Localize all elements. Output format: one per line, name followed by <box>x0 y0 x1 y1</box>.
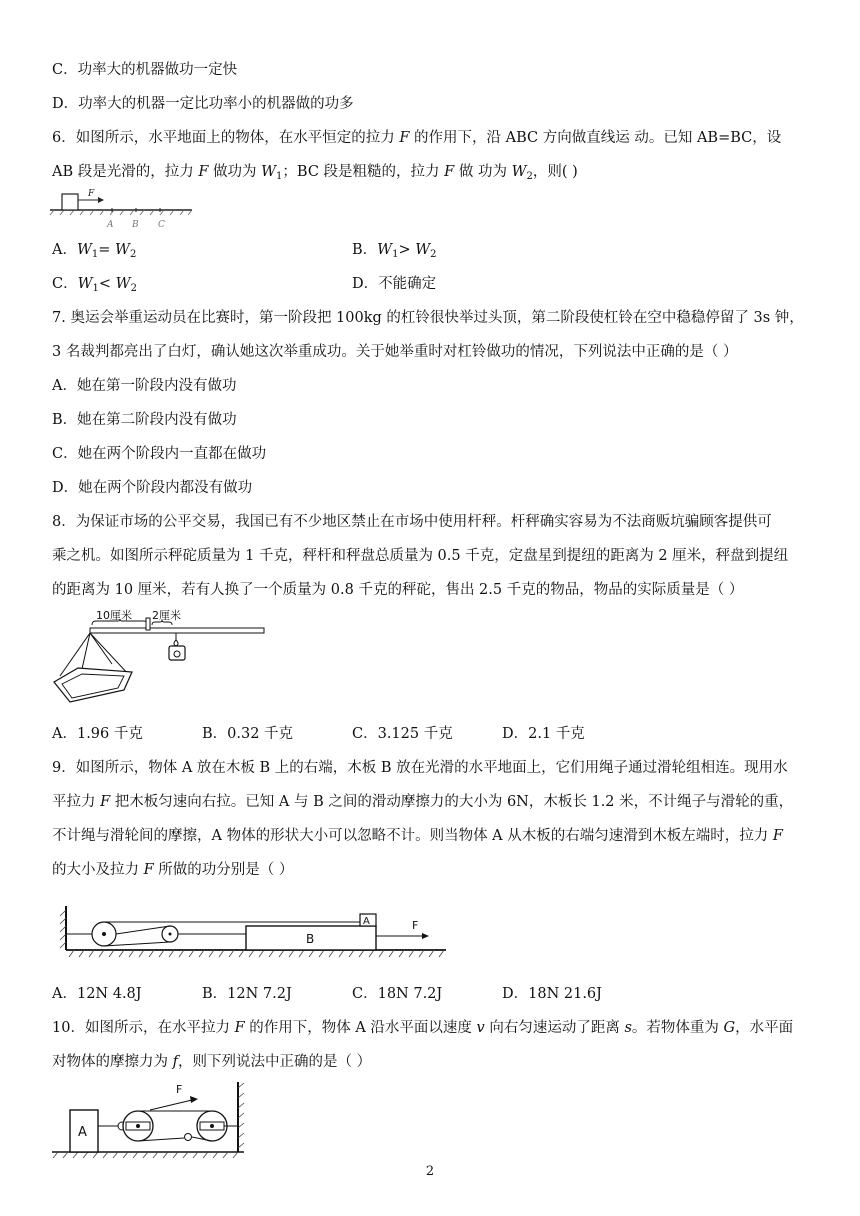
q6-fig-A: A <box>107 220 114 230</box>
q8-rod <box>90 628 264 633</box>
q6-stem-line2: AB 段是光滑的，拉力 F 做功为 $W_1$；BC 段是粗糙的，拉力 F 做 功为 $W_2$，则( ) <box>52 164 578 182</box>
q8-stem-line3: 的距离为 10 厘米，若有人换了一个质量为 0.8 千克的秤砣，售出 2.5 千克的物品，物品的实际质量是（ ） <box>52 582 744 598</box>
q8-fig-label-10: 10厘米 <box>96 609 132 622</box>
q8-option-d: D．2.1 千克 <box>502 726 585 742</box>
q8-option-c: C．3.125 千克 <box>352 726 453 742</box>
q7-option-d: D．她在两个阶段内都没有做功 <box>52 480 253 496</box>
q9-fig-A: A <box>363 916 370 927</box>
q9-option-d: D．18N 21.6J <box>502 986 602 1002</box>
q7-option-b: B．她在第二阶段内没有做功 <box>52 412 237 428</box>
q9-fig-B: B <box>306 932 315 946</box>
q9-option-b: B．12N 7.2J <box>202 986 292 1002</box>
q6-option-d: D．不能确定 <box>352 276 437 292</box>
q6-fig-C: C <box>158 220 165 230</box>
page-number: 2 <box>425 1164 435 1179</box>
q7-stem-line1: 7. 奥运会举重运动员在比赛时，第一阶段把 100kg 的杠铃很快举过头顶，第二阶段使杠铃在空中稳稳停留了 3s 钟， <box>52 310 804 326</box>
q10-pulley-figure <box>52 1080 252 1160</box>
q9-stem-line1: 9．如图所示，物体 A 放在木板 B 上的右端，木板 B 放在光滑的水平地面上，它们用绳子通过滑轮组相连。现用水 <box>52 760 788 776</box>
q9-option-a: A．12N 4.8J <box>52 986 142 1002</box>
q10-stem-line1: 10．如图所示，在水平拉力 F 的作用下，物体 A 沿水平面以速度 v 向右匀速运动了距离 s。若物体重为 G，水平面 <box>52 1020 794 1036</box>
q10-fig-A: A <box>78 1125 87 1140</box>
q8-pan <box>54 668 132 702</box>
q9-stem-line2: 平拉力 F 把木板匀速向右拉。已知 A 与 B 之间的滑动摩擦力的大小为 6N，木板长 1.2 米，不计绳子与滑轮的重， <box>52 794 794 810</box>
q9-stem-line4: 的大小及拉力 F 所做的功分别是（ ） <box>52 862 294 878</box>
q8-steelyard-figure <box>52 606 268 706</box>
q8-stem-line2: 乘之机。如图所示秤砣质量为 1 千克，秤杆和秤盘总质量为 0.5 千克，定盘星到提纽的距离为 2 厘米，秤盘到提纽 <box>52 548 789 564</box>
q8-option-b: B．0.32 千克 <box>202 726 294 742</box>
q6-fig-F: F <box>88 189 95 199</box>
q9-option-c: C．18N 7.2J <box>352 986 443 1002</box>
q6-option-a: A．$W_1= W_2$ <box>52 242 137 260</box>
q6-option-b: B．$W_1> W_2$ <box>352 242 437 260</box>
q7-option-a: A．她在第一阶段内没有做功 <box>52 378 237 394</box>
q9-stem-line3: 不计绳与滑轮间的摩擦，A 物体的形状大小可以忽略不计。则当物体 A 从木板的右端匀速滑到木板左端时，拉力 F <box>52 828 783 844</box>
q7-stem-line2: 3 名裁判都亮出了白灯，确认她这次举重成功。关于她举重时对杠铃做功的情况，下列说法中正确的是（ ） <box>52 344 738 360</box>
q10-fig-F: F <box>176 1083 183 1096</box>
q6-stem-line1: 6．如图所示，水平地面上的物体，在水平恒定的拉力 F 的作用下，沿 ABC 方向做直线运 动。已知 AB=BC，设 <box>52 130 782 146</box>
q6-option-c: C．$W_1< W_2$ <box>52 276 137 294</box>
q8-fig-label-2: 2厘米 <box>152 609 181 622</box>
q5-option-d: D．功率大的机器一定比功率小的机器做的功多 <box>52 96 354 112</box>
q9-pulley-figure <box>60 904 450 970</box>
q8-handle <box>146 618 150 630</box>
q9-fig-F: F <box>412 919 419 932</box>
q8-counterweight <box>169 646 185 660</box>
q5-option-c: C．功率大的机器做功一定快 <box>52 62 238 78</box>
q6-figure <box>50 186 200 232</box>
q6-fig-B: B <box>132 220 139 230</box>
q6-block <box>62 194 78 210</box>
q7-option-c: C．她在两个阶段内一直都在做功 <box>52 446 267 462</box>
q8-stem-line1: 8．为保证市场的公平交易，我国已有不少地区禁止在市场中使用杆秤。杆秤确实容易为不法商贩坑骗顾客提供可 <box>52 514 772 530</box>
q10-stem-line2: 对物体的摩擦力为 f，则下列说法中正确的是（ ） <box>52 1054 372 1070</box>
q8-option-a: A．1.96 千克 <box>52 726 143 742</box>
